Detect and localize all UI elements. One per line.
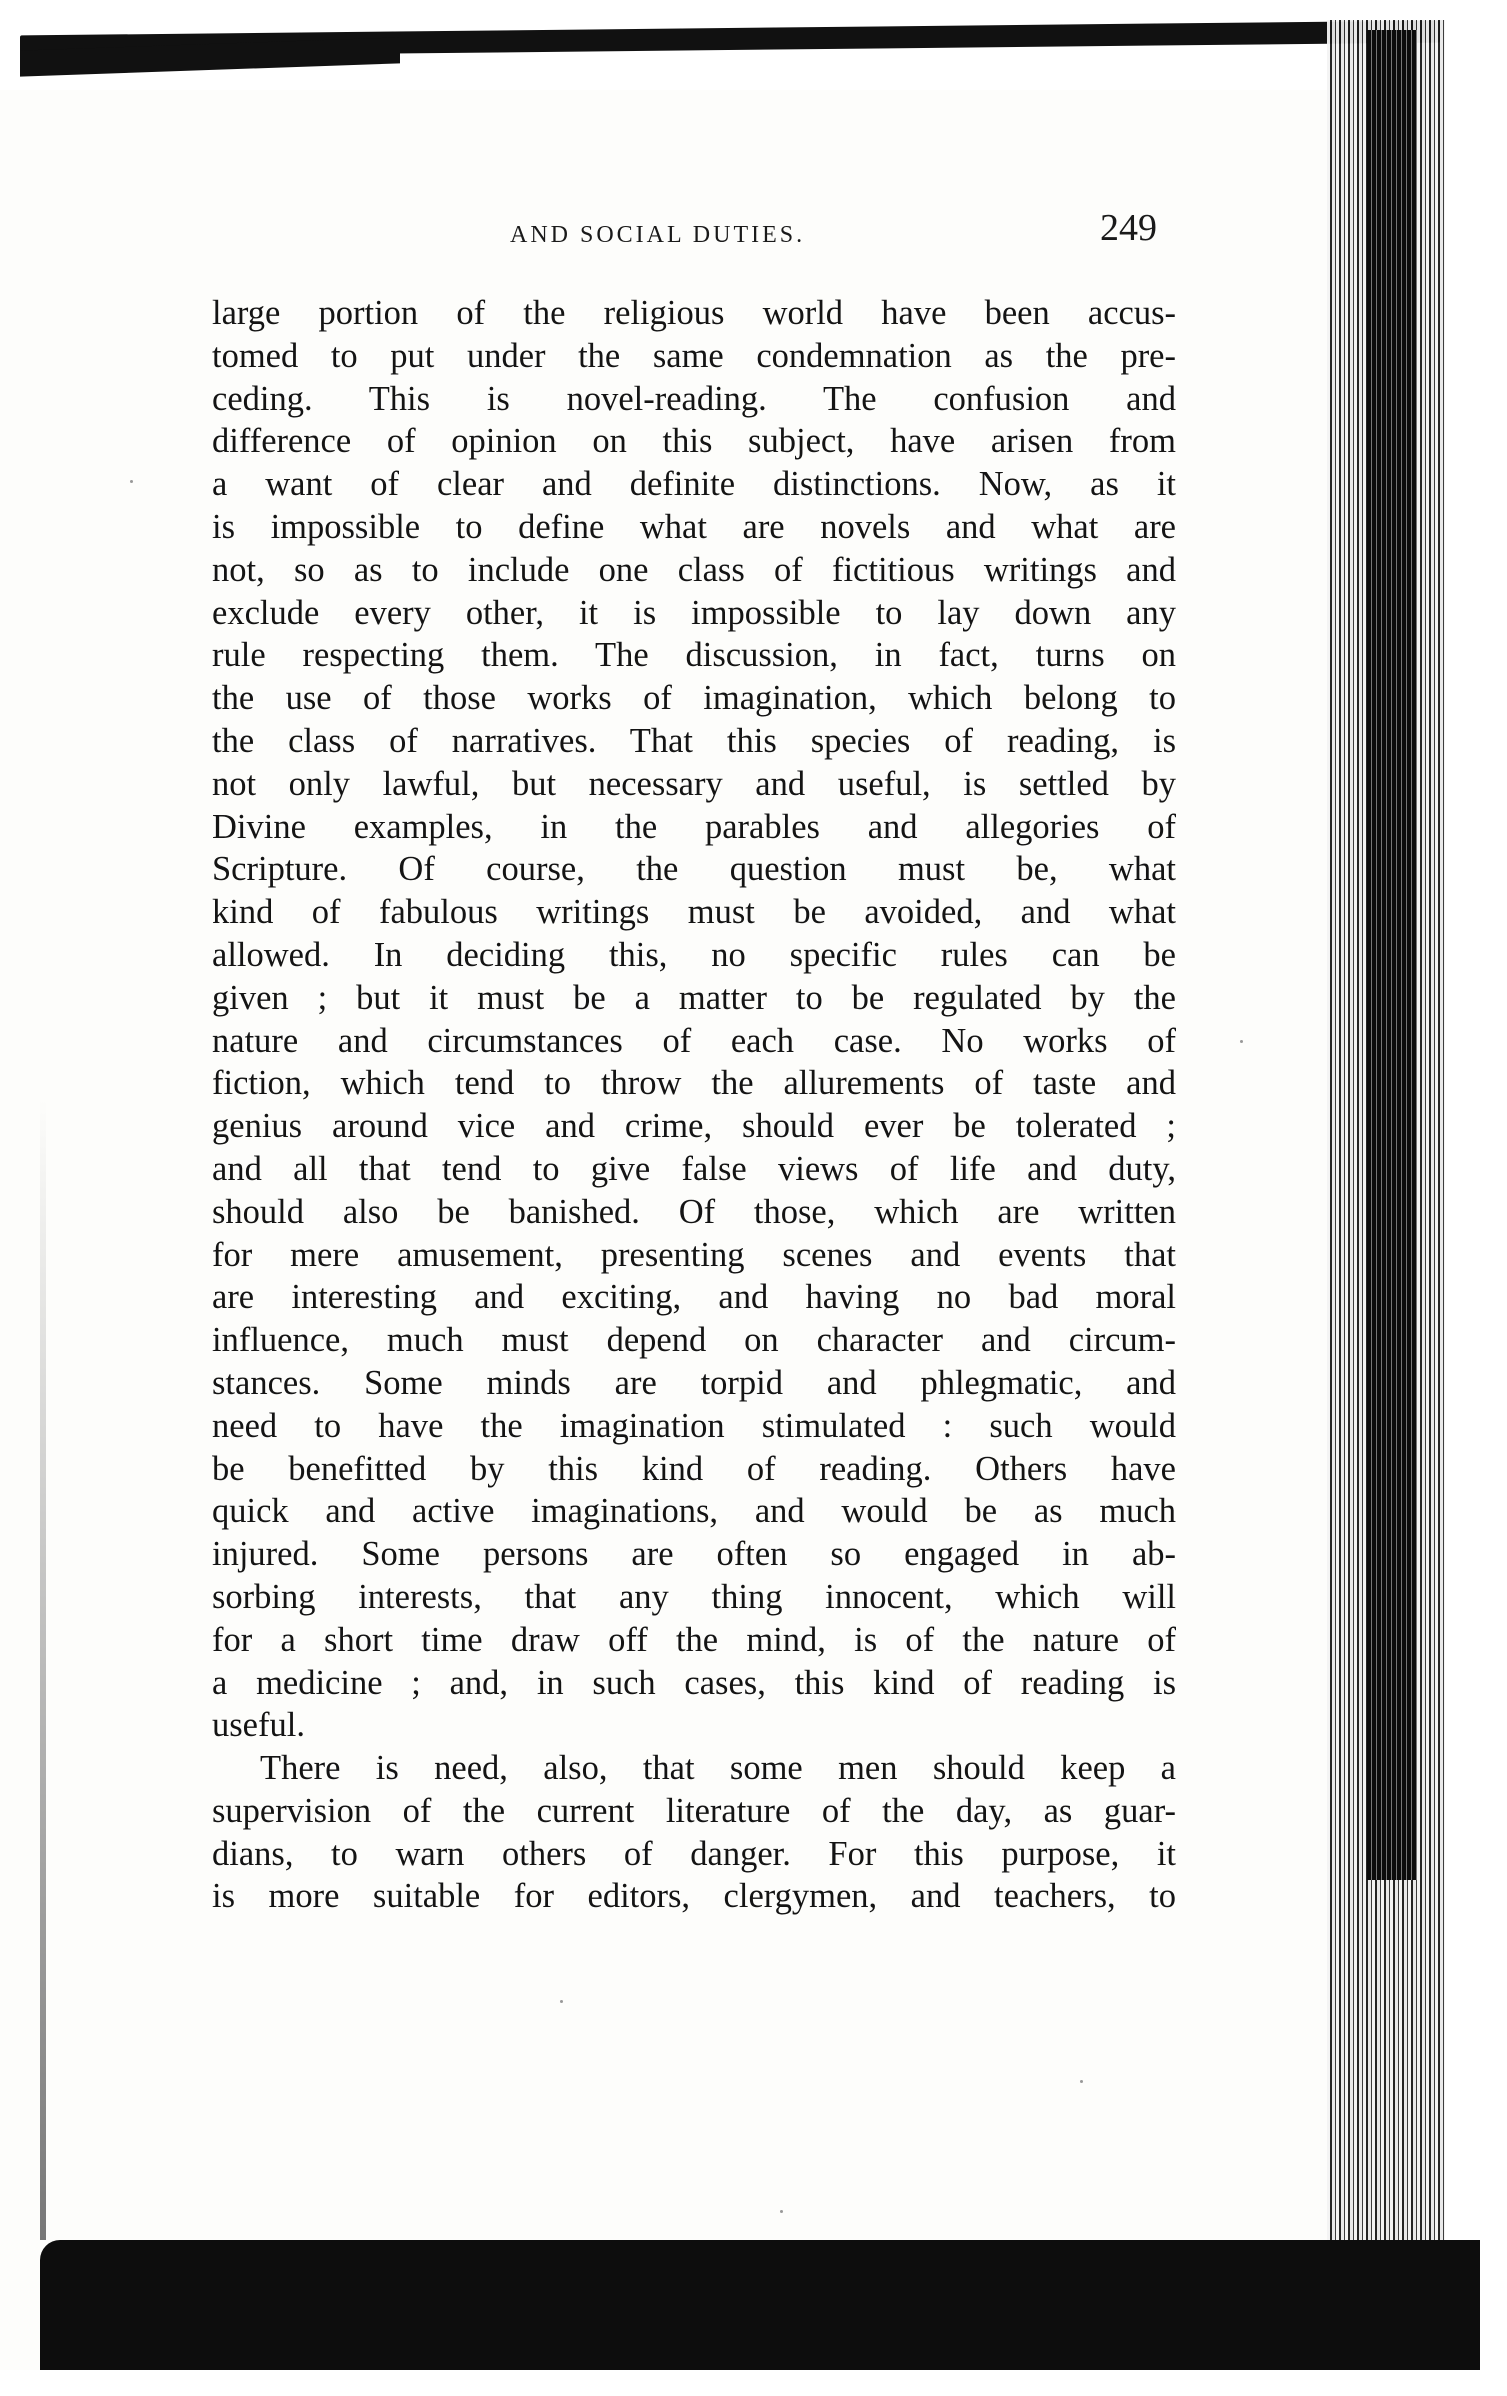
text-line: need to have the imagination stimulated : such would <box>212 1406 1176 1445</box>
page-bottom-edge <box>40 2240 1480 2370</box>
paragraph-2 <box>212 1747 1176 1918</box>
paper-speck <box>560 2000 563 2003</box>
text-line: the class of narratives. That this species of reading, is <box>212 721 1176 760</box>
text-line: be benefitted by this kind of reading. Others have <box>212 1449 1176 1488</box>
text-line: genius around vice and crime, should ever be tolerated ; <box>212 1107 1176 1146</box>
text-line: There is need, also, that some men should keep a <box>260 1749 1176 1788</box>
paper-speck <box>780 2210 783 2213</box>
page-number: 249 <box>1100 207 1157 249</box>
text-line: difference of opinion on this subject, have arisen from <box>212 422 1176 461</box>
text-line: Divine examples, in the parables and allegories of <box>212 807 1176 846</box>
text-line: is impossible to define what are novels and what are <box>212 507 1176 546</box>
text-line: should also be banished. Of those, which are written <box>212 1192 1176 1231</box>
text-line: sorbing interests, that any thing innocent, which will <box>212 1577 1176 1616</box>
text-line: and all that tend to give false views of life and duty, <box>212 1149 1176 1188</box>
running-head: AND SOCIAL DUTIES. <box>510 222 806 248</box>
text-line: ceding. This is novel-reading. The confusion and <box>212 379 1176 418</box>
text-line: useful. <box>212 1706 305 1745</box>
text-line: tomed to put under the same condemnation as the pre- <box>212 336 1176 375</box>
text-line: supervision of the current literature of the day, as guar- <box>212 1791 1176 1830</box>
page-block-shadow <box>1367 30 1417 1880</box>
text-line: given ; but it must be a matter to be regulated by the <box>212 978 1176 1017</box>
text-line: Scripture. Of course, the question must be, what <box>212 850 1176 889</box>
text-line: rule respecting them. The discussion, in fact, turns on <box>212 636 1176 675</box>
page-top-edge <box>0 0 1507 90</box>
text-line: for mere amusement, presenting scenes and events that <box>212 1235 1176 1274</box>
text-line: allowed. In deciding this, no specific rules can be <box>212 935 1176 974</box>
text-line: injured. Some persons are often so engaged in ab- <box>212 1535 1176 1574</box>
text-line: the use of those works of imagination, which belong to <box>212 679 1176 718</box>
paper-speck <box>1240 1040 1243 1043</box>
text-line: quick and active imaginations, and would be as much <box>212 1492 1176 1531</box>
paragraph-1 <box>212 292 1176 1747</box>
text-line: dians, to warn others of danger. For this purpose, it <box>212 1834 1176 1873</box>
paper-speck <box>130 480 133 483</box>
text-line: not only lawful, but necessary and useful, is settled by <box>212 764 1176 803</box>
text-line: influence, much must depend on character and circum- <box>212 1321 1176 1360</box>
text-line: stances. Some minds are torpid and phlegmatic, and <box>212 1363 1176 1402</box>
text-line: exclude every other, it is impossible to lay down any <box>212 593 1176 632</box>
body-text <box>212 292 1176 1918</box>
text-line: are interesting and exciting, and having no bad moral <box>212 1278 1176 1317</box>
paper-speck <box>1080 2080 1083 2083</box>
text-line: kind of fabulous writings must be avoided, and what <box>212 893 1176 932</box>
page-left-edge <box>40 1100 46 2240</box>
text-line: is more suitable for editors, clergymen, and teachers, to <box>212 1877 1176 1916</box>
text-line: large portion of the religious world have been accus- <box>212 294 1176 332</box>
text-line: fiction, which tend to throw the allurements of taste and <box>212 1064 1176 1103</box>
text-line: nature and circumstances of each case. No works of <box>212 1021 1176 1060</box>
text-line: a medicine ; and, in such cases, this kind of reading is <box>212 1663 1176 1702</box>
text-line: for a short time draw off the mind, is of the nature of <box>212 1620 1176 1659</box>
text-line: a want of clear and definite distinctions. Now, as it <box>212 465 1176 504</box>
text-line: not, so as to include one class of fictitious writings and <box>212 550 1176 589</box>
